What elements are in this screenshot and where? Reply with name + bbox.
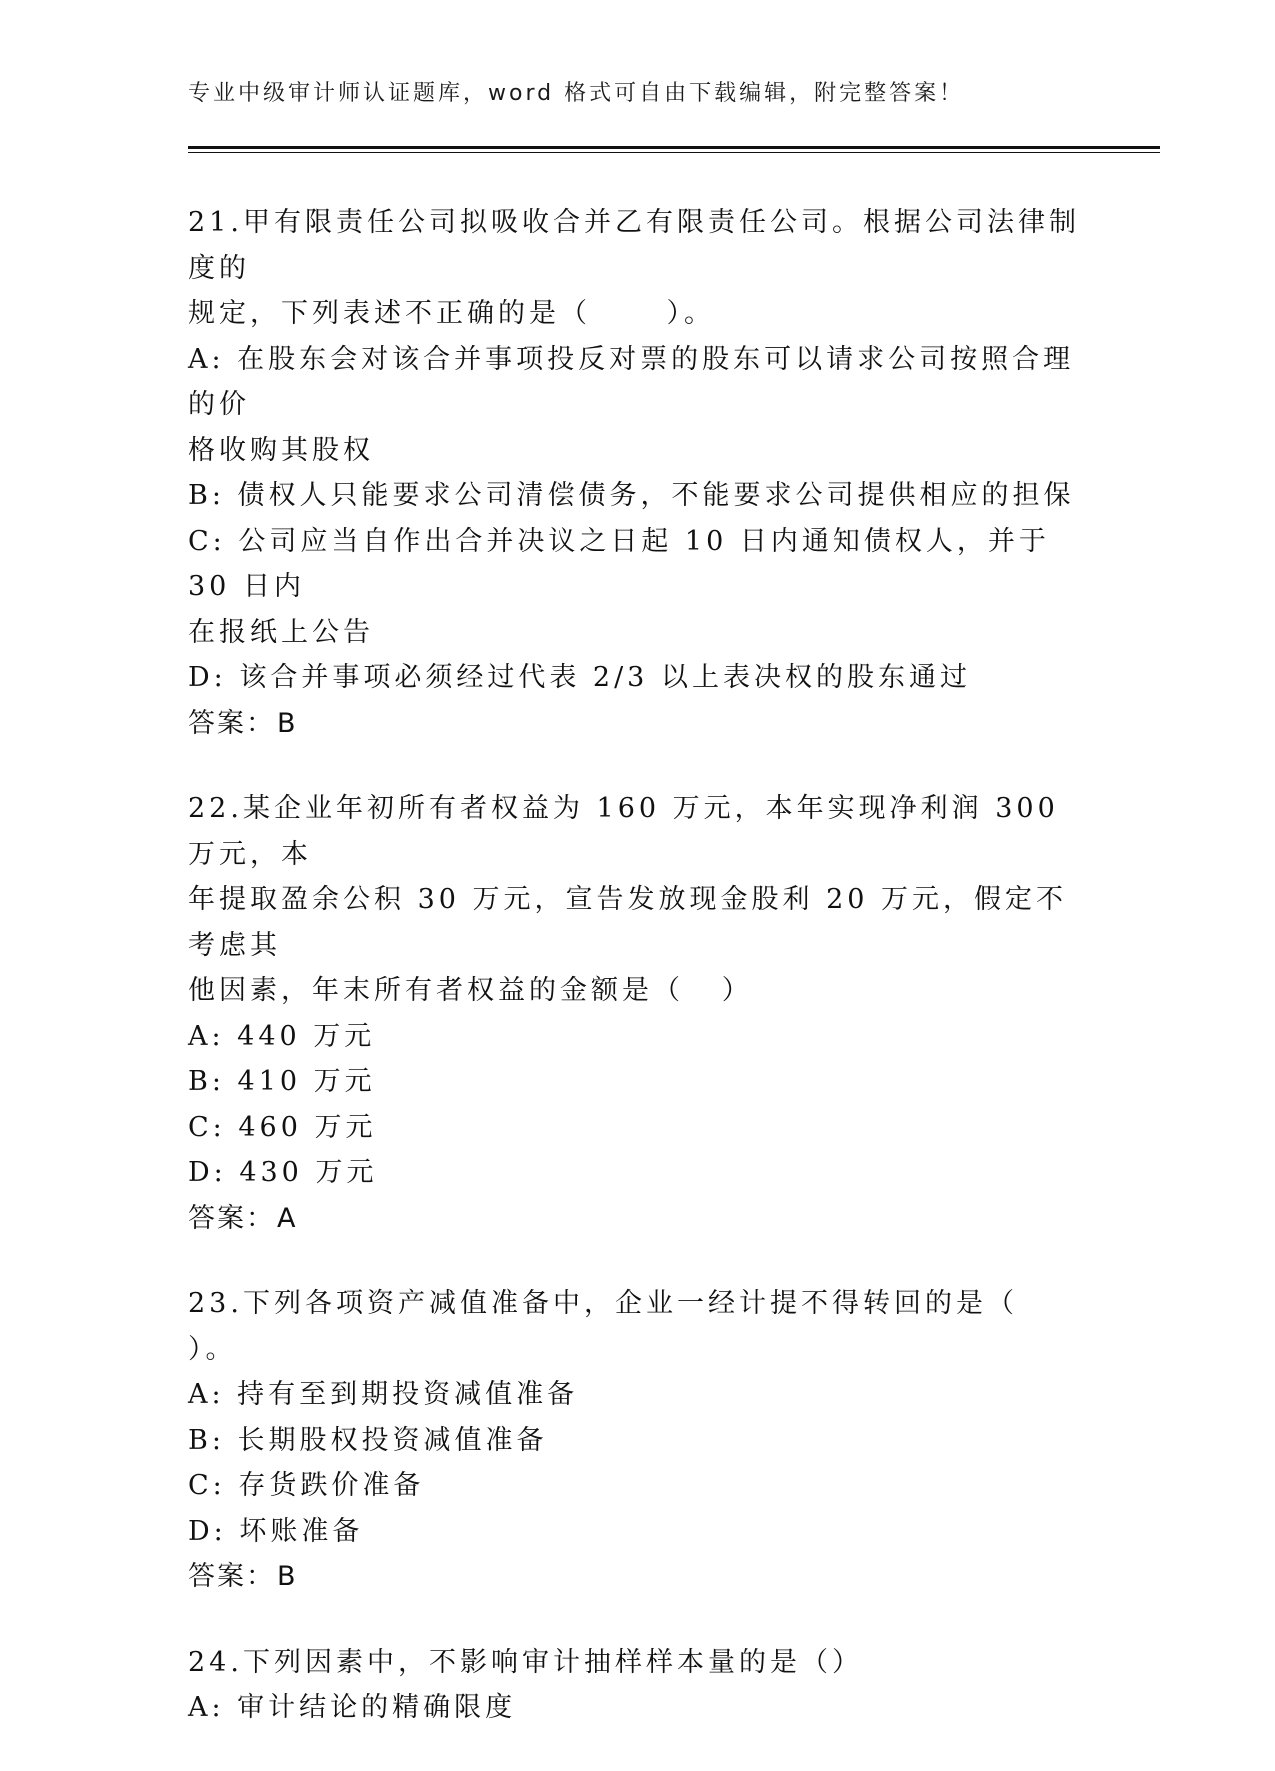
option-line: C: 公司应当自作出合并决议之日起 10 日内通知债权人，并于 30 日内 [188,525,1063,602]
answer-label: 答案： [188,1202,275,1234]
option-line: B: 410 万元 [188,1066,376,1097]
option-line: C: 460 万元 [188,1111,377,1143]
question-stem-line: 规定，下列表述不正确的是（ ）。 [188,298,715,329]
question-stem-line: 22.某企业年初所有者权益为 160 万元，本年实现净利润 300 万元，本 [188,793,1072,870]
question-22 [188,786,1088,1241]
question-stem-line: 年提取盈余公积 30 万元，宣告发放现金股利 20 万元，假定不考虑其 [188,884,1068,961]
question-stem-line: 23.下列各项资产减值准备中，企业一经计提不得转回的是（ ）。 [188,1288,1056,1365]
option-line: A: 在股东会对该合并事项投反对票的股东可以请求公司按照合理的价 [188,343,1075,420]
header-rule-thin [188,152,1160,153]
option-line: C: 存货跌价准备 [188,1470,425,1501]
option-line: A: 持有至到期投资减值准备 [188,1379,579,1410]
option-line: 格收购其股权 [188,434,374,466]
header-rule-thick [188,146,1160,149]
question-list [188,200,1088,1771]
question-stem-line: 21.甲有限责任公司拟吸收合并乙有限责任公司。根据公司法律制度的 [188,207,1080,284]
question-21 [188,200,1088,746]
answer [188,1554,1088,1600]
answer-value: A [277,1202,298,1234]
option-line: B: 债权人只能要求公司清偿债务，不能要求公司提供相应的担保 [188,480,1075,511]
answer-value: B [277,1561,298,1592]
option-line: D: 430 万元 [188,1157,378,1188]
option-line: A: 审计结论的精确限度 [188,1692,517,1723]
option-line: 在报纸上公告 [188,616,374,648]
option-line: A: 440 万元 [188,1020,376,1052]
answer [188,701,1088,747]
document-header: 专业中级审计师认证题库，word 格式可自由下载编辑，附完整答案！ [188,81,965,106]
option-line: B: 长期股权投资减值准备 [188,1424,548,1456]
question-24 [188,1640,1088,1731]
question-stem-line: 他因素，年末所有者权益的金额是（ ） [188,975,753,1006]
question-23 [188,1281,1088,1600]
option-line: D: 该合并事项必须经过代表 2/3 以上表决权的股东通过 [188,662,971,693]
answer-label: 答案： [188,1561,275,1592]
answer [188,1196,1088,1242]
option-line: D: 坏账准备 [188,1515,364,1547]
question-stem-line: 24.下列因素中，不影响审计抽样样本量的是（） [188,1646,863,1678]
answer-label: 答案： [188,707,275,739]
answer-value: B [277,707,298,739]
